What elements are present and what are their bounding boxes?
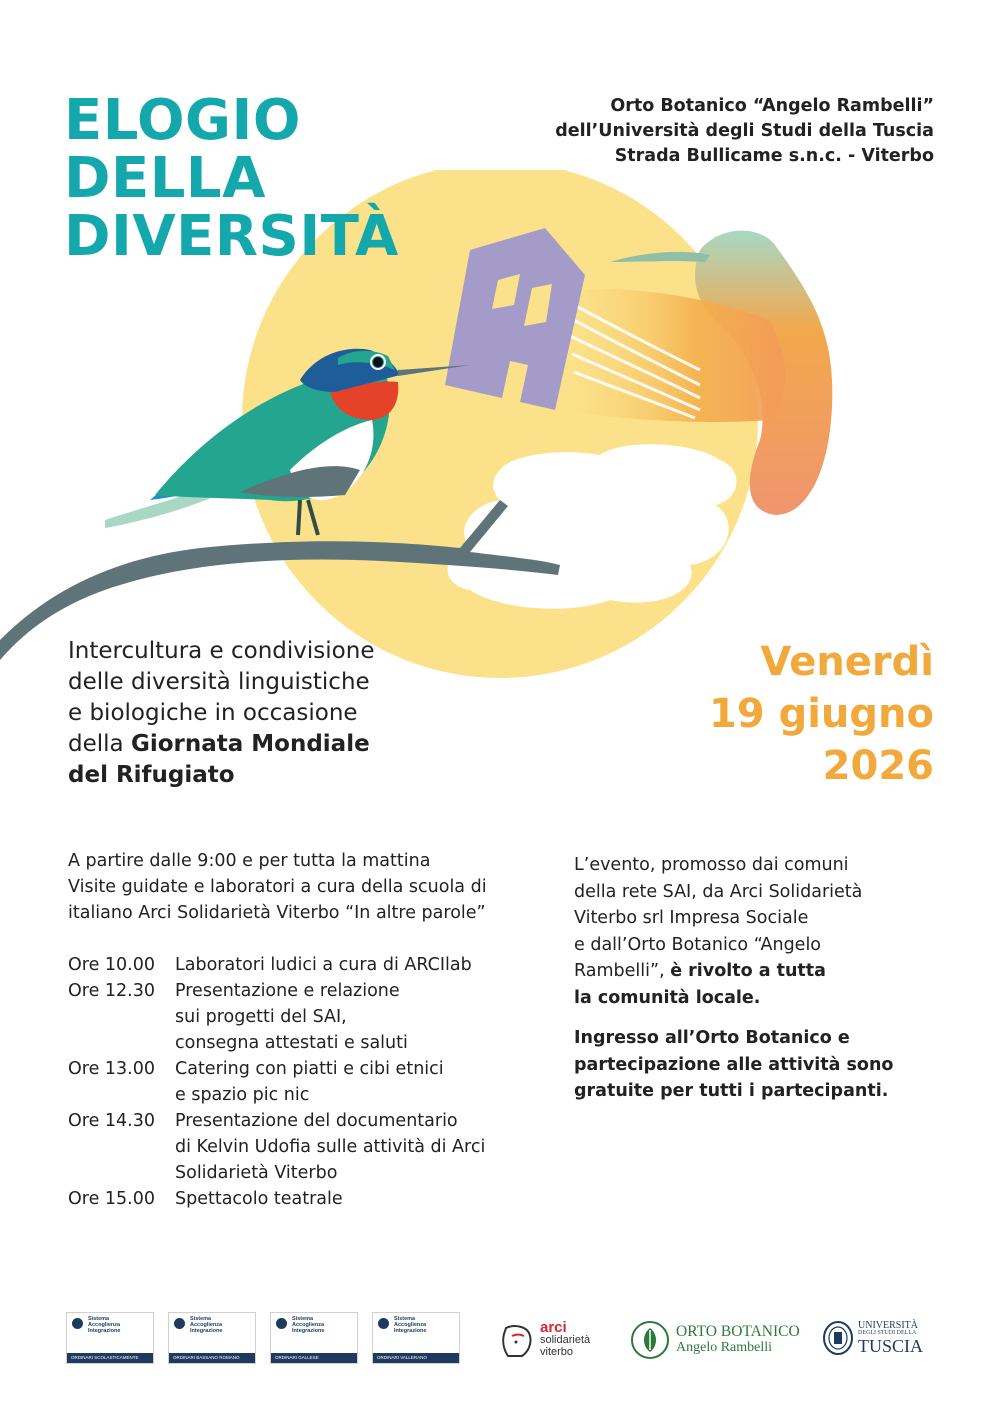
sai-logo-footer: ORDINARI VALLERANO bbox=[373, 1353, 459, 1363]
sai-logo-title bbox=[190, 1316, 222, 1334]
venue-line: dell’Università degli Studi della Tuscia bbox=[555, 121, 934, 141]
arci-logo bbox=[498, 1320, 618, 1360]
sai-title-line: Sistema bbox=[88, 1316, 110, 1322]
sai-title-line: Accoglienza bbox=[190, 1322, 223, 1328]
info-line bbox=[574, 985, 904, 1012]
event-info bbox=[574, 852, 904, 1105]
university-seal-icon bbox=[822, 1320, 854, 1356]
orto-name: ORTO BOTANICO bbox=[676, 1323, 800, 1340]
schedule-time: Ore 13.00 bbox=[68, 1059, 156, 1079]
sai-title-line: Integrazione bbox=[88, 1328, 121, 1334]
tuscia-line: UNIVERSITÀ bbox=[858, 1320, 918, 1331]
schedule-line: consegna attestati e saluti bbox=[175, 1033, 408, 1053]
sai-title-line: Accoglienza bbox=[292, 1322, 325, 1328]
sai-logo-title bbox=[88, 1316, 120, 1334]
venue-address bbox=[555, 94, 934, 169]
venue-line: Orto Botanico “Angelo Rambelli” bbox=[610, 96, 934, 116]
sai-dot-icon bbox=[276, 1318, 287, 1329]
schedule-time: Ore 15.00 bbox=[68, 1189, 156, 1209]
arci-word: viterbo bbox=[540, 1346, 574, 1358]
info-line: L’evento, promosso dai comuni bbox=[574, 855, 849, 875]
schedule-line: Catering con piatti e cibi etnici bbox=[175, 1059, 444, 1079]
sai-logo bbox=[372, 1312, 460, 1364]
sai-logo bbox=[168, 1312, 256, 1364]
schedule-item bbox=[68, 1108, 535, 1186]
sai-title-line: Sistema bbox=[190, 1316, 212, 1322]
schedule-line: sui progetti del SAI, bbox=[175, 1007, 347, 1027]
info-bold: è rivolto a tutta bbox=[670, 961, 826, 981]
info-line bbox=[574, 958, 904, 985]
sai-title-line: Sistema bbox=[394, 1316, 416, 1322]
schedule-time: Ore 12.30 bbox=[68, 981, 156, 1001]
subtitle-line bbox=[68, 729, 468, 760]
sai-logo bbox=[270, 1312, 358, 1364]
sai-logo-footer: ORDINARI GALLESE bbox=[271, 1353, 357, 1363]
morning-line: italiano Arci Solidarietà Viterbo “In altre parole” bbox=[68, 903, 486, 923]
title-line: DIVERSITÀ bbox=[64, 204, 399, 269]
sai-logo bbox=[66, 1312, 154, 1364]
subtitle-bold: Giornata Mondiale bbox=[130, 731, 370, 757]
schedule-description bbox=[175, 952, 535, 978]
tuscia-logo bbox=[822, 1318, 934, 1362]
morning-activities bbox=[68, 848, 538, 926]
orto-botanico-logo bbox=[630, 1318, 810, 1362]
schedule-description bbox=[175, 1108, 535, 1186]
arci-word: arci bbox=[540, 1319, 567, 1336]
sai-title-line: Integrazione bbox=[394, 1328, 427, 1334]
subtitle-bold: del Rifugiato bbox=[68, 762, 235, 788]
subtitle-line: delle diversità linguistiche bbox=[68, 669, 370, 695]
event-title bbox=[64, 88, 399, 269]
sai-logo-footer: ORDINARI BASSANO ROMANO bbox=[169, 1353, 255, 1363]
schedule-line: Presentazione e relazione bbox=[175, 981, 400, 1001]
schedule-description bbox=[175, 978, 535, 1056]
leaf-emblem-icon bbox=[630, 1320, 670, 1360]
date-year: 2026 bbox=[822, 743, 934, 789]
sai-title-line: Accoglienza bbox=[394, 1322, 427, 1328]
schedule-description bbox=[175, 1186, 535, 1212]
schedule-item bbox=[68, 1186, 535, 1212]
schedule-list bbox=[68, 952, 535, 1212]
bird-eye bbox=[373, 357, 383, 367]
info-bold: la comunità locale. bbox=[574, 987, 761, 1008]
sai-dot-icon bbox=[378, 1318, 389, 1329]
event-date bbox=[709, 636, 934, 792]
sai-logo-title bbox=[394, 1316, 426, 1334]
sai-title-line: Integrazione bbox=[190, 1328, 223, 1334]
ingress-note bbox=[574, 1025, 904, 1105]
title-line: DELLA bbox=[64, 146, 266, 211]
sai-title-line: Sistema bbox=[292, 1316, 314, 1322]
morning-line: A partire dalle 9:00 e per tutta la mattina bbox=[68, 851, 431, 871]
info-text: Rambelli”, bbox=[574, 961, 671, 981]
schedule-line: Spettacolo teatrale bbox=[175, 1189, 343, 1209]
ingress-line: gratuite per tutti i partecipanti. bbox=[574, 1081, 889, 1101]
schedule-description bbox=[175, 1056, 535, 1108]
info-line: della rete SAI, da Arci Solidarietà bbox=[574, 881, 863, 902]
sai-dot-icon bbox=[72, 1318, 83, 1329]
morning-line: Visite guidate e laboratori a cura della scuola di bbox=[68, 877, 487, 897]
schedule-time: Ore 14.30 bbox=[68, 1111, 156, 1131]
date-date: 19 giugno bbox=[709, 691, 934, 737]
ingress-line: Ingresso all’Orto Botanico e bbox=[574, 1028, 850, 1048]
schedule-line: Presentazione del documentario bbox=[175, 1111, 458, 1131]
schedule-item bbox=[68, 978, 535, 1056]
venue-line: Strada Bullicame s.n.c. - Viterbo bbox=[614, 146, 934, 166]
event-subtitle bbox=[68, 636, 468, 791]
date-day: Venerdì bbox=[760, 639, 934, 685]
info-line: e dall’Orto Botanico “Angelo bbox=[574, 934, 822, 955]
schedule-line: Solidarietà Viterbo bbox=[175, 1163, 338, 1183]
schedule-item bbox=[68, 952, 535, 978]
arci-face-icon bbox=[498, 1322, 536, 1360]
schedule-line: Laboratori ludici a cura di ARCIlab bbox=[175, 955, 472, 975]
sai-logo-title bbox=[292, 1316, 324, 1334]
schedule-line: e spazio pic nic bbox=[175, 1085, 310, 1105]
arci-word: solidarietà bbox=[540, 1334, 591, 1346]
subtitle-text: della bbox=[68, 731, 131, 757]
ingress-line: partecipazione alle attività sono bbox=[574, 1054, 894, 1075]
subtitle-line bbox=[68, 760, 468, 791]
sai-title-line: Integrazione bbox=[292, 1328, 325, 1334]
schedule-time: Ore 10.00 bbox=[68, 955, 156, 975]
sai-dot-icon bbox=[174, 1318, 185, 1329]
schedule-line: di Kelvin Udofia sulle attività di Arci bbox=[175, 1137, 486, 1157]
tuscia-line: DEGLI STUDI DELLA bbox=[858, 1330, 917, 1336]
title-line: ELOGIO bbox=[64, 88, 301, 153]
tuscia-line: TUSCIA bbox=[858, 1336, 924, 1356]
sai-logo-footer: ORDINARI SCOLASTICAMENTE bbox=[67, 1353, 153, 1363]
info-line: Viterbo srl Impresa Sociale bbox=[574, 908, 809, 928]
subtitle-line: Intercultura e condivisione bbox=[68, 638, 375, 664]
sai-title-line: Accoglienza bbox=[88, 1322, 121, 1328]
orto-subname: Angelo Rambelli bbox=[676, 1340, 773, 1355]
schedule-item bbox=[68, 1056, 535, 1108]
subtitle-line: e biologiche in occasione bbox=[68, 700, 358, 726]
